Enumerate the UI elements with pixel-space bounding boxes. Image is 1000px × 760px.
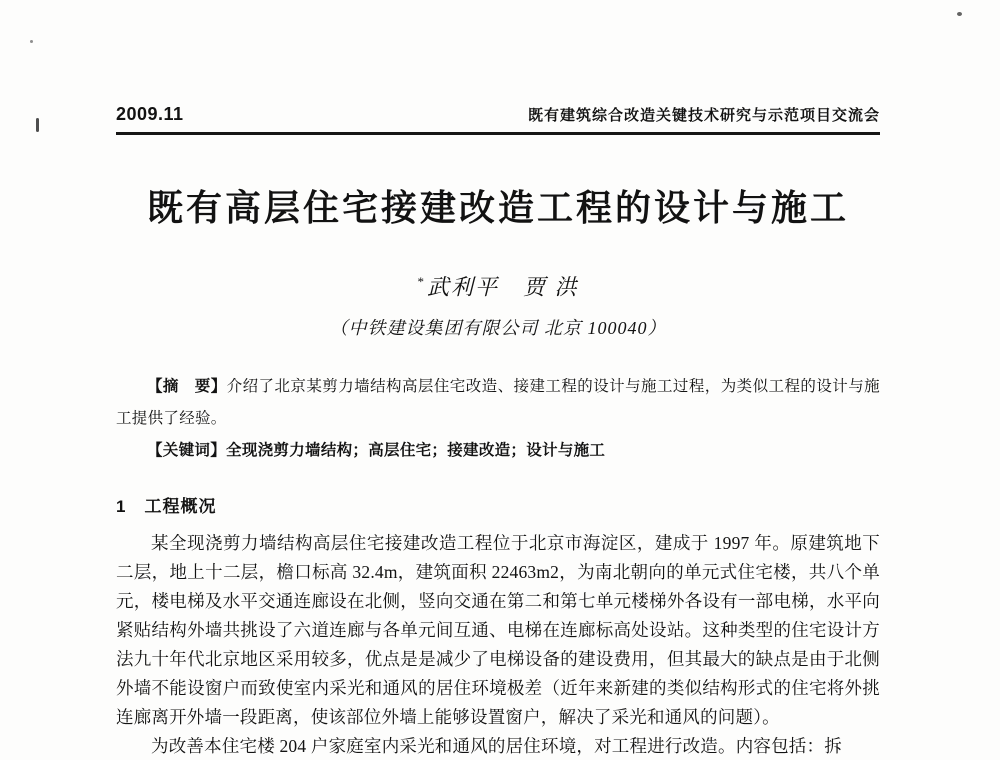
abstract: [116, 371, 880, 435]
keywords-label: 【关键词】: [147, 442, 227, 460]
section-1-paragraph-1: 某全现浇剪力墙结构高层住宅接建改造工程位于北京市海淀区，建成于 1997 年。原建筑地下二层，地上十二层，檐口标高 32.4m，建筑面积 22463m2，为南北朝向的单元式住宅楼，共八个单元，楼电梯及水平交通连廊设在北侧，竖向交通在第二和第七单元楼梯外各设有一部电梯，水平向紧贴结构外墙共挑设了六道连廊与各单元间互通、电梯在连廊标高处设站。这种类型的住宅设计方法九十年代北京地区采用较多，优点是是减少了电梯设备的建设费用，但其最大的缺点是由于北侧外墙不能设窗户而致使室内采光和通风的居住环境极差（近年来新建的类似结构形式的住宅将外挑连廊离开外墙一段距离，使该部位外墙上能够设置窗户，解决了采光和通风的问题）。: [116, 533, 881, 728]
author-footnote-marker: *: [417, 274, 426, 289]
section-1-paragraph-2: 为改善本住宅楼 204 户家庭室内采光和通风的居住环境，对工程进行改造。内容包括：拆: [151, 736, 842, 757]
abstract-text: 介绍了北京某剪力墙结构高层住宅改造、接建工程的设计与施工过程，为类似工程的设计与施工提供了经验。: [116, 378, 880, 428]
running-head: [116, 104, 880, 135]
paper-title: 既有高层住宅接建改造工程的设计与施工: [146, 187, 849, 228]
scan-speck: [30, 40, 33, 43]
keywords: [116, 435, 880, 467]
author-names: 武利平 贾 洪: [426, 274, 579, 300]
abstract-label: 【摘 要】: [147, 378, 227, 396]
authors-line: [116, 267, 880, 302]
issue-date: 2009.11: [116, 104, 184, 124]
keywords-text: 全现浇剪力墙结构；高层住宅；接建改造；设计与施工: [226, 442, 606, 460]
section-1-heading: 1 工程概况: [116, 497, 217, 517]
conference-title: 既有建筑综合改造关键技术研究与示范项目交流会: [527, 108, 880, 124]
scan-speck: [36, 118, 39, 132]
scan-speck: [957, 12, 962, 16]
affiliation: （中铁建设集团有限公司 北京 100040）: [329, 318, 667, 339]
